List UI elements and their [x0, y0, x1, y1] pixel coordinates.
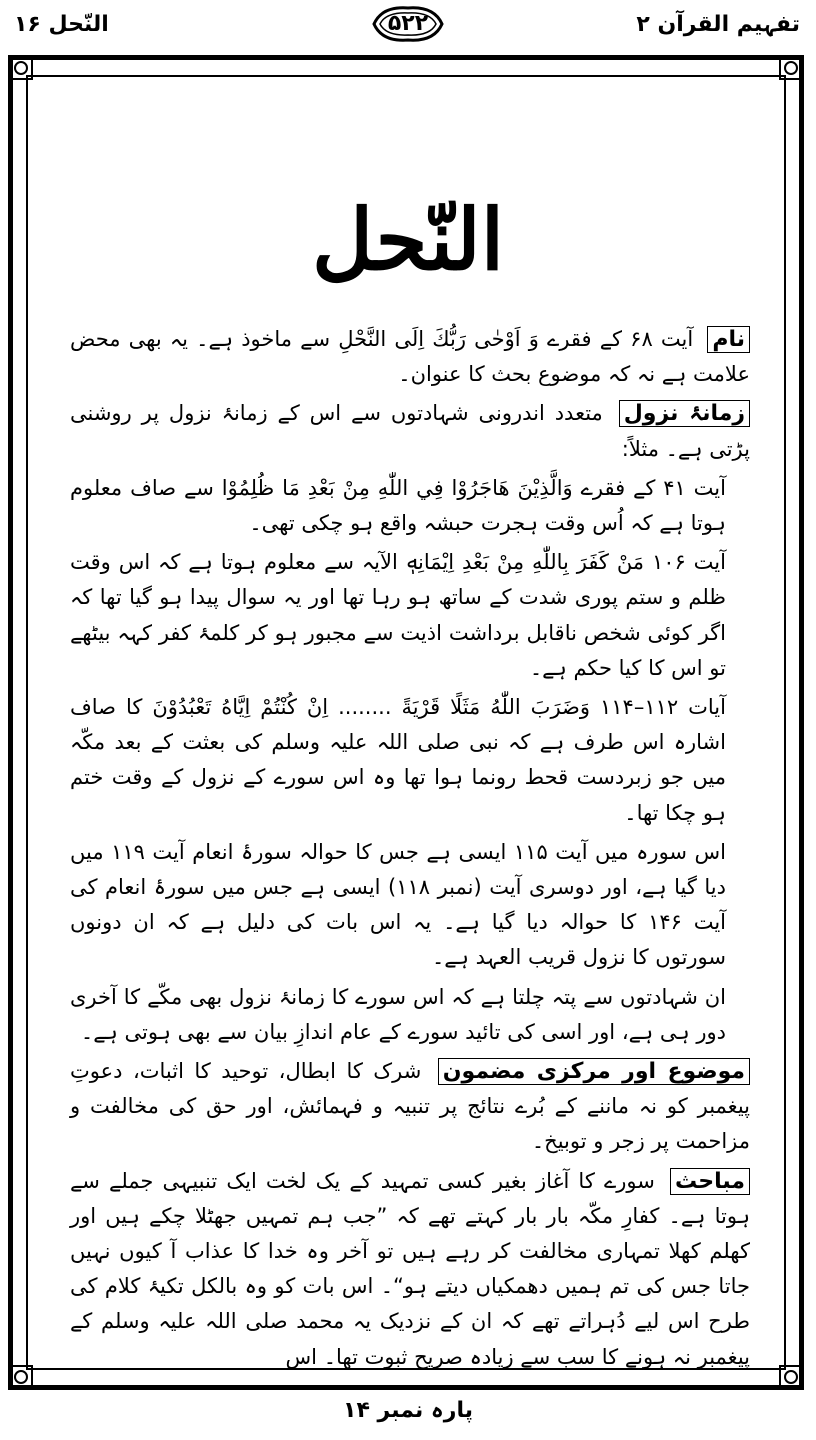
page-number-cartouche — [368, 4, 448, 44]
paragraph: اس سورہ میں آیت ۱۱۵ ایسی ہے جس کا حوالہ سورۂ انعام آیت ۱۱۹ میں دیا گیا ہے، اور دوسری آیت (نمبر ۱۱۸) ایسی ہے جس میں سورۂ انعام کی آیت ۱۴۶ کا حوالہ دیا گیا ہے۔ یہ اس بات کی دلیل ہے کہ ان دونوں سورتوں کا نزول قریب العہد ہے۔ — [70, 839, 727, 970]
body-text — [70, 322, 750, 1379]
corner-ornament-icon — [778, 1364, 804, 1390]
section-label: نام — [707, 326, 750, 353]
corner-ornament-icon — [8, 55, 34, 81]
paragraph: شرک کا ابطال، توحید کا اثبات، دعوتِ پیغمبر کو نہ ماننے کے بُرے نتائج پر تنبیہ و فہمائش، اور حق کی مخالفت و مزاحمت پر زجر و توبیخ۔ — [70, 1059, 750, 1154]
section-revelation — [70, 396, 750, 466]
footer-para-number: پارہ نمبر ۱۴ — [343, 1398, 473, 1423]
book-title: تفہیم القرآن ۲ — [636, 12, 800, 37]
surah-title: النّحل — [311, 190, 505, 289]
paragraph: آیت ۱۰۶ مَنْ كَفَرَ بِاللّٰهِ مِنْ بَعْدِ اِيْمَانِهٖ الآیہ سے معلوم ہوتا ہے کہ اس وقت ظلم و ستم پوری شدت کے ساتھ ہو رہا تھا اور یہ سوال پیدا ہو گیا تھا کہ اگر کوئی شخص ناقابل برداشت اذیت سے مجبور ہو کر کلمۂ کفر کہہ بیٹھے تو اس کا کیا حکم ہے۔ — [70, 550, 726, 680]
paragraph: آیت ۴۱ کے فقرے وَالَّذِيْنَ هَاجَرُوْا فِي اللّٰهِ مِنْ بَعْدِ مَا ظُلِمُوْا سے صاف معلوم ہوتا ہے کہ اُس وقت ہجرت حبشہ واقع ہو چکی تھی۔ — [70, 475, 726, 536]
section-label: موضوع اور مرکزی مضمون — [438, 1058, 750, 1085]
section-label: زمانۂ نزول — [619, 400, 750, 427]
section-topics — [70, 1164, 750, 1375]
paragraph: متعدد اندرونی شہادتوں سے اس کے زمانۂ نزول پر روشنی پڑتی ہے۔ مثلاً: — [70, 401, 750, 461]
section-name — [70, 322, 750, 392]
corner-ornament-icon — [8, 1364, 34, 1390]
page-number: ۵۲۲ — [387, 11, 429, 36]
paragraph: آیات ۱۱۲–۱۱۴ وَضَرَبَ اللّٰهُ مَثَلًا قَرْيَةً ........ اِنْ كُنْتُمْ اِيَّاهُ تَعْبُدُوْنَ کا صاف اشارہ اس طرف ہے کہ نبی صلی اللہ علیہ وسلم کی بعثت کے بعد مکّہ میں جو زبردست قحط رونما ہوا تھا وہ اس سورے کے نزول کے وقت ختم ہو چکا تھا۔ — [70, 695, 726, 825]
section-label: مباحث — [670, 1168, 750, 1195]
paragraph: ان شہادتوں سے پتہ چلتا ہے کہ اس سورے کا زمانۂ نزول بھی مکّے کا آخری دور ہی ہے، اور اسی کی تائید سورے کے عام اندازِ بیان سے بھی ہوتی ہے۔ — [70, 984, 726, 1044]
section-theme — [70, 1054, 750, 1160]
paragraph: سورے کا آغاز بغیر کسی تمہید کے یک لخت ایک تنبیہی جملے سے ہوتا ہے۔ کفارِ مکّہ بار بار کہتے تھے کہ ”جب ہم تمہیں جھٹلا چکے ہیں اور کھلم کھلا تمہاری مخالفت کر رہے ہیں تو آخر وہ خدا کا عذاب آ کیوں نہیں جاتا جس کی تم ہمیں دھمکیاں دیتے ہو“۔ اس بات کو وہ بالکل تکیۂ کلام کی طرح اس لیے دُہراتے تھے کہ ان کے نزدیک یہ محمد صلی اللہ علیہ وسلم کے پیغمبر نہ ہونے کا سب سے زیادہ صریح ثبوت تھا۔ اس — [70, 1168, 750, 1369]
paragraph: آیت ۶۸ کے فقرے وَ اَوْحٰی رَبُّكَ اِلَی النَّحْلِ سے ماخوذ ہے۔ یہ بھی محض علامت ہے نہ کہ موضوع بحث کا عنوان۔ — [70, 327, 750, 387]
corner-ornament-icon — [778, 55, 804, 81]
surah-running-head: النّحل ۱۶ — [14, 12, 109, 37]
